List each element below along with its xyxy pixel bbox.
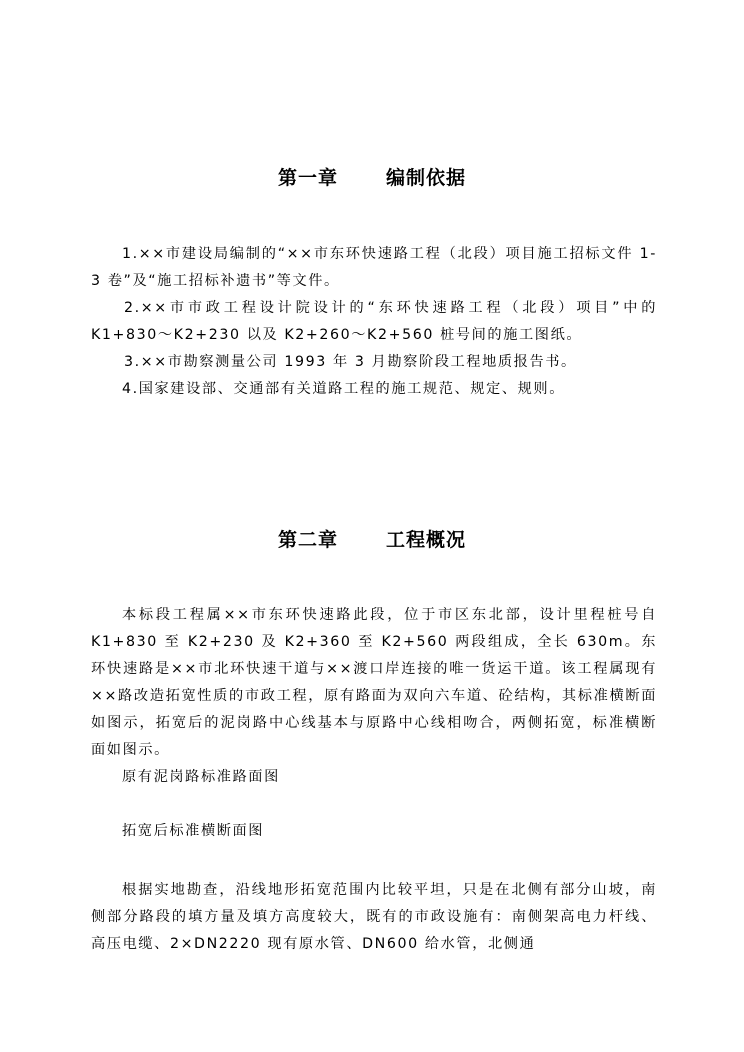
chapter-2-heading: [0, 525, 744, 552]
chapter-2-number: 第二章: [277, 529, 338, 551]
chapter-1-title: 编制依据: [386, 167, 467, 189]
survey-paragraph: 根据实地勘查，沿线地形拓宽范围内比较平坦，只是在北侧有部分山坡，南侧部分路段的填方量及填方高度较大，既有的市政设施有：南侧架高电力杆线、高压电缆、2×DN2220 现有原水管、DN600 给水管，北侧通: [91, 882, 657, 952]
overview-paragraph: 本标段工程属××市东环快速路此段，位于市区东北部，设计里程桩号自 K1+830 至 K2+230 及 K2+360 至 K2+560 两段组成，全长 630m。东环快速路是××市北环快速干道与××渡口岸连接的唯一货运干道。该工程属现有××路改造拓宽性质的市政工程，原有路面为双向六车道、砼结构，其标准横断面如图示，拓宽后的泥岗路中心线基本与原路中心线相吻合，两侧拓宽，标准横断面如图示。: [91, 607, 657, 758]
figure-caption-original: 原有泥岗路标准路面图: [122, 769, 280, 785]
chapter-1-heading: [0, 163, 744, 190]
chapter-2-title: 工程概况: [386, 529, 467, 551]
basis-item-4: 4.国家建设部、交通部有关道路工程的施工规范、规定、规则。: [122, 381, 566, 397]
basis-item-3: 3.××市勘察测量公司 1993 年 3 月勘察阶段工程地质报告书。: [124, 354, 577, 370]
chapter-1-number: 第一章: [277, 167, 338, 189]
figure-caption-widened: 拓宽后标准横断面图: [122, 823, 265, 839]
basis-item-1: 1.××市建设局编制的“××市东环快速路工程（北段）项目施工招标文件 1-3 卷”及“施工招标补遗书”等文件。: [91, 246, 657, 289]
basis-item-2: 2.××市市政工程设计院设计的“东环快速路工程（北段）项目”中的 K1+830～K2+230 以及 K2+260～K2+560 桩号间的施工图纸。: [91, 300, 657, 343]
